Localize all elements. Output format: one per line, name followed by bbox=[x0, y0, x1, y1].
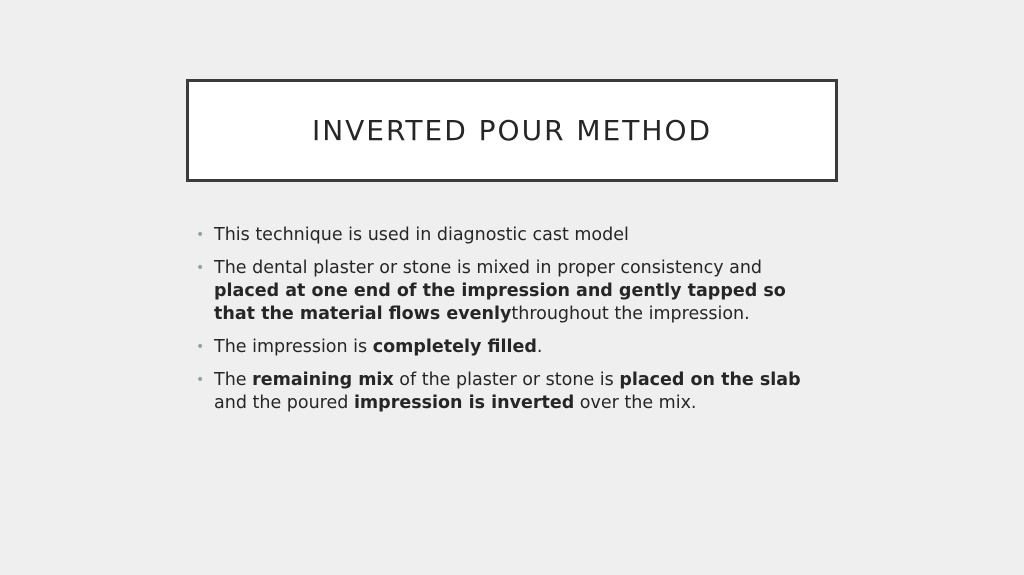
bullet-text: of the plaster or stone is bbox=[393, 370, 620, 390]
bullet-text: and the poured bbox=[214, 393, 354, 413]
bullet-item bbox=[196, 336, 814, 359]
bullet-dot-icon: • bbox=[196, 260, 205, 276]
bullet-text: over the mix. bbox=[574, 393, 697, 413]
bullet-item bbox=[196, 224, 814, 247]
bullet-text: The bbox=[214, 370, 253, 390]
bullet-text-bold: impression is inverted bbox=[353, 393, 575, 413]
bullet-text: This technique is used in diagnostic cast model bbox=[214, 225, 629, 245]
bullet-item bbox=[196, 369, 814, 415]
bullet-item bbox=[196, 257, 814, 326]
title-box bbox=[186, 79, 838, 182]
bullet-dot-icon: • bbox=[196, 227, 205, 243]
bullet-text: The dental plaster or stone is mixed in proper consistency and bbox=[214, 258, 763, 278]
bullet-text-bold: placed at one end of the impression and gently tapped so that the material flows evenly bbox=[214, 281, 786, 324]
bullet-text: throughout the impression. bbox=[511, 304, 750, 324]
slide-title: INVERTED POUR METHOD bbox=[311, 114, 713, 147]
bullet-text: The impression is bbox=[214, 337, 373, 357]
bullet-list bbox=[196, 224, 836, 425]
bullet-text: . bbox=[536, 337, 543, 357]
bullet-dot-icon: • bbox=[196, 372, 205, 388]
bullet-dot-icon: • bbox=[196, 339, 205, 355]
bullet-text-bold: placed on the slab bbox=[619, 370, 801, 390]
bullet-text-bold: completely filled bbox=[372, 337, 537, 357]
bullet-text-bold: remaining mix bbox=[252, 370, 394, 390]
